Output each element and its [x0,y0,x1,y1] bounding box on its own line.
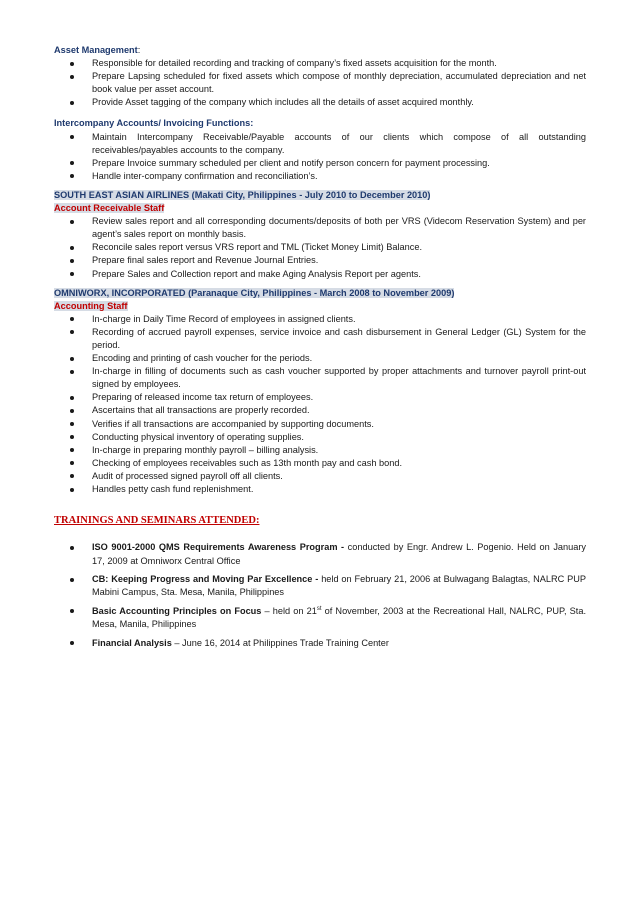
heading-colon: : [137,45,141,55]
omniworx-role: Accounting Staff [54,300,128,311]
list-item-text: Handles petty cash fund replenishment. [92,484,254,494]
bullet-icon [70,272,74,276]
list-item [54,483,586,496]
list-item [54,313,586,326]
bullet-icon [70,422,74,426]
list-item-text: Prepare Invoice summary scheduled per client and notify person concern for payment processing. [92,157,490,168]
training-name: Basic Accounting Principles on Focus [92,605,262,616]
list-item-text: Ascertains that all transactions are properly recorded. [92,405,310,416]
training-detail: held on February 21, 2006 at Bulwagang Balagtas, NALRC PUP Mabini Campus, Sta. Mesa, Manila, Philippines [92,574,586,598]
bullet-icon [70,246,74,250]
bullet-icon [70,135,74,139]
list-item [54,170,586,183]
list-item-text: Reconcile sales report versus VRS report and TML (Ticket Money Limit) Balance. [92,242,423,253]
omniworx-header [54,287,586,313]
omniworx-list [54,313,586,496]
bullet-icon [70,161,74,165]
training-name: ISO 9001-2000 QMS Requirements Awareness Program - [92,542,345,553]
trainings-heading: TRAININGS AND SEMINARS ATTENDED: [54,515,260,527]
seair-header [54,189,586,215]
bullet-icon [70,357,74,361]
list-item-text: Provide Asset tagging of the company which includes all the details of asset acquired monthly. [92,97,474,108]
bullet-icon [70,546,74,550]
bullet-icon [70,578,74,582]
list-item [54,241,586,254]
training-item [54,637,586,650]
bullet-icon [70,220,74,224]
list-item [54,157,586,170]
list-item-text: Maintain Intercompany Receivable/Payable accounts of our clients which compose of all outstanding receivables/payables accounts to the company. [92,131,586,155]
asset-management-list [54,57,586,109]
list-item-text: Review sales report and all corresponding documents/deposits of both per VRS (Videcom Reservation System) and per agent’s sales report on monthly basis. [92,216,586,240]
list-item [54,326,586,352]
list-item-text: Recording of accrued payroll expenses, service invoice and cash disbursement in General Ledger (GL) System for the period. [92,326,586,350]
bullet-icon [70,448,74,452]
seair-list [54,215,586,280]
bullet-icon [70,370,74,374]
list-item-text: Prepare Lapsing scheduled for fixed assets which compose of monthly depreciation, accumulated depreciation and net book value per asset account. [92,71,586,95]
list-item-text: Checking of employees receivables such as 13th month pay and cash bond. [92,457,403,468]
list-item [54,254,586,267]
intercompany-heading: Intercompany Accounts/ Invoicing Functions: [54,118,254,129]
list-item [54,57,586,70]
list-item-text: Prepare Sales and Collection report and make Aging Analysis Report per agents. [92,268,421,279]
list-item-text: In-charge in filling of documents such as cash voucher supported by proper attachments and turnover payroll print-out signed by employees. [92,366,586,390]
list-item-text: Verifies if all transactions are accompanied by supporting documents. [92,418,374,429]
list-item-text: Handle inter-company confirmation and reconciliation’s. [92,170,318,181]
list-item-text: Audit of processed signed payroll off all clients. [92,470,283,481]
seair-role: Account Receivable Staff [54,203,165,214]
bullet-icon [70,435,74,439]
training-detail: of November, 2003 at the Recreational Hall, NALRC, PUP, Sta. Mesa, Manila, Philippines [92,605,586,630]
training-name: Financial Analysis [92,637,172,648]
bullet-icon [70,409,74,413]
bullet-icon [70,62,74,66]
asset-management-title: Asset Management [54,45,138,55]
list-item [54,404,586,417]
list-item [54,352,586,365]
list-item-text: In-charge in preparing monthly payroll – billing analysis. [92,444,319,455]
list-item [54,215,586,241]
list-item-text: Preparing of released income tax return of employees. [92,392,314,403]
asset-management-heading [54,44,586,57]
bullet-icon [70,330,74,334]
trainings-list [54,541,586,650]
ordinal-suffix: st [316,605,322,612]
training-item [54,573,586,600]
list-item [54,365,586,391]
list-item-text: Responsible for detailed recording and tracking of company’s fixed assets acquisition for the month. [92,58,497,69]
training-detail: – June 16, 2014 at Philippines Trade Training Center [171,637,389,648]
list-item [54,96,586,109]
bullet-icon [70,75,74,79]
bullet-icon [70,461,74,465]
bullet-icon [70,101,74,105]
bullet-icon [70,488,74,492]
list-item [54,70,586,96]
resume-content [54,44,586,655]
bullet-icon [70,396,74,400]
bullet-icon [70,259,74,263]
training-name: CB: Keeping Progress and Moving Par Excellence - [92,574,319,584]
seair-employer: SOUTH EAST ASIAN AIRLINES (Makati City, Philippines - July 2010 to December 2010) [54,189,431,200]
training-detail: conducted by Engr. Andrew L. Pogenio. Held on January 17, 2009 at Omniworx Central Office [92,542,587,566]
list-item [54,444,586,457]
bullet-icon [70,641,74,645]
bullet-icon [70,474,74,478]
training-item [54,605,586,632]
bullet-icon [70,317,74,321]
list-item [54,431,586,444]
training-item [54,541,586,568]
intercompany-list [54,131,586,183]
list-item-text: Prepare final sales report and Revenue Journal Entries. [92,255,319,266]
list-item [54,268,586,281]
list-item [54,470,586,483]
bullet-icon [70,174,74,178]
training-detail: – held on 21 [261,605,317,616]
bullet-icon [70,609,74,613]
list-item-text: Conducting physical inventory of operating supplies. [92,431,304,442]
list-item [54,391,586,404]
omniworx-employer: OMNIWORX, INCORPORATED (Paranaque City, Philippines - March 2008 to November 2009) [54,287,455,298]
list-item-text: In-charge in Daily Time Record of employees in assigned clients. [92,313,356,324]
list-item [54,131,586,157]
list-item [54,418,586,431]
list-item [54,457,586,470]
list-item-text: Encoding and printing of cash voucher for the periods. [92,353,313,364]
